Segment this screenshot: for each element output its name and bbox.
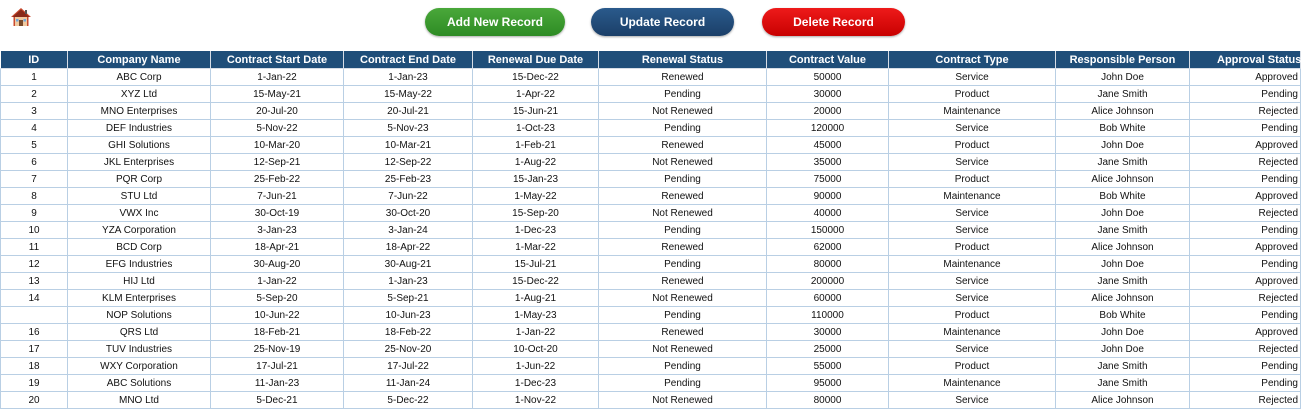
cell-contract-end-date[interactable]: 25-Nov-20 [344, 341, 473, 358]
cell-id[interactable]: 11 [1, 239, 68, 256]
table-row[interactable] [1, 86, 1301, 103]
cell-approval-status[interactable]: Rejected [1190, 392, 1301, 409]
cell-contract-end-date[interactable]: 25-Feb-23 [344, 171, 473, 188]
cell-renewal-due-date[interactable]: 1-Apr-22 [473, 86, 599, 103]
cell-contract-type[interactable]: Maintenance [889, 188, 1056, 205]
cell-id[interactable]: 10 [1, 222, 68, 239]
col-header-responsible-person[interactable]: Responsible Person [1056, 51, 1190, 69]
cell-contract-value[interactable]: 35000 [767, 154, 889, 171]
cell-company-name[interactable]: MNO Ltd [68, 392, 211, 409]
cell-company-name[interactable]: EFG Industries [68, 256, 211, 273]
cell-renewal-status[interactable]: Not Renewed [599, 205, 767, 222]
cell-renewal-status[interactable]: Renewed [599, 69, 767, 86]
cell-responsible-person[interactable]: Jane Smith [1056, 222, 1190, 239]
cell-approval-status[interactable]: Approved [1190, 273, 1301, 290]
cell-renewal-due-date[interactable]: 15-Dec-22 [473, 69, 599, 86]
cell-responsible-person[interactable]: John Doe [1056, 341, 1190, 358]
cell-contract-start-date[interactable]: 12-Sep-21 [211, 154, 344, 171]
home-icon[interactable] [10, 7, 32, 27]
cell-responsible-person[interactable]: Jane Smith [1056, 358, 1190, 375]
cell-contract-start-date[interactable]: 5-Nov-22 [211, 120, 344, 137]
table-row[interactable] [1, 222, 1301, 239]
cell-contract-end-date[interactable]: 17-Jul-22 [344, 358, 473, 375]
cell-responsible-person[interactable]: Jane Smith [1056, 154, 1190, 171]
table-row[interactable] [1, 205, 1301, 222]
cell-contract-end-date[interactable]: 3-Jan-24 [344, 222, 473, 239]
cell-renewal-due-date[interactable]: 15-Jan-23 [473, 171, 599, 188]
add-new-record-button[interactable]: Add New Record [425, 8, 565, 36]
col-header-contract-type[interactable]: Contract Type [889, 51, 1056, 69]
cell-contract-end-date[interactable]: 5-Dec-22 [344, 392, 473, 409]
cell-contract-end-date[interactable]: 1-Jan-23 [344, 69, 473, 86]
cell-responsible-person[interactable]: Jane Smith [1056, 273, 1190, 290]
table-row[interactable] [1, 256, 1301, 273]
col-header-contract-value[interactable]: Contract Value [767, 51, 889, 69]
cell-id[interactable]: 16 [1, 324, 68, 341]
table-row[interactable] [1, 239, 1301, 256]
cell-contract-end-date[interactable]: 12-Sep-22 [344, 154, 473, 171]
cell-contract-type[interactable]: Service [889, 205, 1056, 222]
cell-contract-end-date[interactable]: 7-Jun-22 [344, 188, 473, 205]
cell-approval-status[interactable]: Approved [1190, 69, 1301, 86]
table-row[interactable] [1, 154, 1301, 171]
header-row [1, 51, 1301, 69]
cell-approval-status[interactable]: Pending [1190, 222, 1301, 239]
records-table-container [0, 51, 1301, 412]
col-header-contract-end-date[interactable]: Contract End Date [344, 51, 473, 69]
cell-approval-status[interactable]: Rejected [1190, 205, 1301, 222]
cell-approval-status[interactable]: Pending [1190, 307, 1301, 324]
table-row[interactable] [1, 273, 1301, 290]
cell-contract-value[interactable]: 45000 [767, 137, 889, 154]
cell-contract-value[interactable]: 30000 [767, 324, 889, 341]
cell-renewal-status[interactable]: Pending [599, 120, 767, 137]
cell-company-name[interactable]: GHI Solutions [68, 137, 211, 154]
cell-responsible-person[interactable]: Alice Johnson [1056, 239, 1190, 256]
cell-renewal-status[interactable]: Not Renewed [599, 103, 767, 120]
cell-renewal-status[interactable]: Renewed [599, 273, 767, 290]
cell-renewal-due-date[interactable]: 1-Dec-23 [473, 222, 599, 239]
cell-company-name[interactable]: KLM Enterprises [68, 290, 211, 307]
cell-contract-type[interactable]: Product [889, 137, 1056, 154]
cell-contract-end-date[interactable]: 10-Mar-21 [344, 137, 473, 154]
cell-renewal-status[interactable]: Renewed [599, 137, 767, 154]
cell-contract-value[interactable]: 50000 [767, 69, 889, 86]
table-body [1, 69, 1301, 409]
update-record-button[interactable]: Update Record [591, 8, 734, 36]
cell-renewal-due-date[interactable]: 15-Dec-22 [473, 273, 599, 290]
cell-id[interactable]: 13 [1, 273, 68, 290]
cell-approval-status[interactable]: Pending [1190, 256, 1301, 273]
cell-contract-value[interactable]: 20000 [767, 103, 889, 120]
cell-contract-value[interactable]: 75000 [767, 171, 889, 188]
cell-contract-type[interactable]: Maintenance [889, 256, 1056, 273]
cell-id[interactable]: 17 [1, 341, 68, 358]
cell-contract-start-date[interactable]: 1-Jan-22 [211, 69, 344, 86]
cell-contract-start-date[interactable]: 30-Aug-20 [211, 256, 344, 273]
cell-contract-end-date[interactable]: 5-Nov-23 [344, 120, 473, 137]
cell-approval-status[interactable]: Pending [1190, 375, 1301, 392]
cell-company-name[interactable]: DEF Industries [68, 120, 211, 137]
table-row[interactable] [1, 69, 1301, 86]
cell-contract-end-date[interactable]: 18-Feb-22 [344, 324, 473, 341]
cell-responsible-person[interactable]: John Doe [1056, 256, 1190, 273]
cell-id[interactable]: 18 [1, 358, 68, 375]
table-row[interactable] [1, 307, 1301, 324]
cell-company-name[interactable]: TUV Industries [68, 341, 211, 358]
cell-contract-value[interactable]: 25000 [767, 341, 889, 358]
cell-id[interactable]: 20 [1, 392, 68, 409]
cell-approval-status[interactable]: Pending [1190, 171, 1301, 188]
cell-contract-start-date[interactable]: 3-Jan-23 [211, 222, 344, 239]
cell-contract-value[interactable]: 110000 [767, 307, 889, 324]
cell-contract-end-date[interactable]: 15-May-22 [344, 86, 473, 103]
cell-id[interactable]: 9 [1, 205, 68, 222]
cell-contract-type[interactable]: Service [889, 222, 1056, 239]
cell-renewal-due-date[interactable]: 1-Dec-23 [473, 375, 599, 392]
cell-contract-start-date[interactable]: 5-Dec-21 [211, 392, 344, 409]
cell-responsible-person[interactable]: Bob White [1056, 120, 1190, 137]
cell-contract-type[interactable]: Product [889, 171, 1056, 188]
col-header-approval-status[interactable]: Approval Status [1190, 51, 1301, 69]
records-table [0, 51, 1301, 409]
cell-renewal-due-date[interactable]: 1-Feb-21 [473, 137, 599, 154]
cell-contract-value[interactable]: 30000 [767, 86, 889, 103]
cell-contract-start-date[interactable]: 18-Apr-21 [211, 239, 344, 256]
cell-renewal-due-date[interactable]: 15-Sep-20 [473, 205, 599, 222]
cell-responsible-person[interactable]: Alice Johnson [1056, 103, 1190, 120]
cell-contract-type[interactable]: Product [889, 86, 1056, 103]
table-row[interactable] [1, 324, 1301, 341]
delete-record-button[interactable]: Delete Record [762, 8, 905, 36]
cell-id[interactable]: 2 [1, 86, 68, 103]
cell-renewal-due-date[interactable]: 15-Jul-21 [473, 256, 599, 273]
cell-id[interactable]: 1 [1, 69, 68, 86]
cell-contract-start-date[interactable]: 17-Jul-21 [211, 358, 344, 375]
cell-responsible-person[interactable]: Alice Johnson [1056, 290, 1190, 307]
cell-renewal-status[interactable]: Pending [599, 375, 767, 392]
cell-contract-type[interactable]: Product [889, 239, 1056, 256]
cell-responsible-person[interactable]: John Doe [1056, 324, 1190, 341]
cell-contract-start-date[interactable]: 25-Feb-22 [211, 171, 344, 188]
cell-company-name[interactable]: JKL Enterprises [68, 154, 211, 171]
cell-responsible-person[interactable]: Jane Smith [1056, 375, 1190, 392]
col-header-renewal-due-date[interactable]: Renewal Due Date [473, 51, 599, 69]
cell-responsible-person[interactable]: Bob White [1056, 307, 1190, 324]
cell-approval-status[interactable]: Pending [1190, 86, 1301, 103]
cell-contract-value[interactable]: 55000 [767, 358, 889, 375]
cell-renewal-due-date[interactable]: 10-Oct-20 [473, 341, 599, 358]
cell-contract-value[interactable]: 95000 [767, 375, 889, 392]
cell-contract-start-date[interactable]: 18-Feb-21 [211, 324, 344, 341]
cell-id[interactable] [1, 307, 68, 324]
cell-id[interactable]: 7 [1, 171, 68, 188]
cell-renewal-status[interactable]: Pending [599, 86, 767, 103]
cell-approval-status[interactable]: Approved [1190, 324, 1301, 341]
cell-contract-value[interactable]: 150000 [767, 222, 889, 239]
cell-contract-start-date[interactable]: 1-Jan-22 [211, 273, 344, 290]
cell-contract-start-date[interactable]: 11-Jan-23 [211, 375, 344, 392]
toolbar [0, 0, 1280, 46]
cell-id[interactable]: 14 [1, 290, 68, 307]
cell-responsible-person[interactable]: Alice Johnson [1056, 392, 1190, 409]
cell-contract-value[interactable]: 80000 [767, 392, 889, 409]
table-row[interactable] [1, 375, 1301, 392]
cell-contract-type[interactable]: Product [889, 307, 1056, 324]
cell-contract-type[interactable]: Product [889, 358, 1056, 375]
cell-contract-start-date[interactable]: 5-Sep-20 [211, 290, 344, 307]
cell-renewal-due-date[interactable]: 1-May-22 [473, 188, 599, 205]
cell-contract-end-date[interactable]: 30-Aug-21 [344, 256, 473, 273]
cell-contract-start-date[interactable]: 7-Jun-21 [211, 188, 344, 205]
cell-responsible-person[interactable]: John Doe [1056, 69, 1190, 86]
cell-approval-status[interactable]: Approved [1190, 188, 1301, 205]
cell-contract-end-date[interactable]: 5-Sep-21 [344, 290, 473, 307]
cell-renewal-status[interactable]: Pending [599, 256, 767, 273]
cell-contract-start-date[interactable]: 10-Jun-22 [211, 307, 344, 324]
cell-company-name[interactable]: ABC Corp [68, 69, 211, 86]
cell-company-name[interactable]: WXY Corporation [68, 358, 211, 375]
cell-responsible-person[interactable]: John Doe [1056, 205, 1190, 222]
cell-contract-start-date[interactable]: 15-May-21 [211, 86, 344, 103]
cell-renewal-status[interactable]: Not Renewed [599, 341, 767, 358]
cell-company-name[interactable]: VWX Inc [68, 205, 211, 222]
cell-contract-type[interactable]: Service [889, 341, 1056, 358]
cell-approval-status[interactable]: Approved [1190, 239, 1301, 256]
cell-contract-value[interactable]: 90000 [767, 188, 889, 205]
cell-contract-value[interactable]: 40000 [767, 205, 889, 222]
cell-id[interactable]: 19 [1, 375, 68, 392]
cell-approval-status[interactable]: Pending [1190, 358, 1301, 375]
cell-contract-type[interactable]: Maintenance [889, 324, 1056, 341]
cell-company-name[interactable]: XYZ Ltd [68, 86, 211, 103]
col-header-company-name[interactable]: Company Name [68, 51, 211, 69]
cell-contract-start-date[interactable]: 20-Jul-20 [211, 103, 344, 120]
cell-renewal-due-date[interactable]: 1-Jun-22 [473, 358, 599, 375]
table-row[interactable] [1, 171, 1301, 188]
cell-id[interactable]: 3 [1, 103, 68, 120]
cell-company-name[interactable]: HIJ Ltd [68, 273, 211, 290]
cell-id[interactable]: 12 [1, 256, 68, 273]
cell-contract-start-date[interactable]: 30-Oct-19 [211, 205, 344, 222]
cell-renewal-status[interactable]: Not Renewed [599, 392, 767, 409]
cell-renewal-status[interactable]: Pending [599, 171, 767, 188]
col-header-id[interactable]: ID [1, 51, 68, 69]
table-row[interactable] [1, 358, 1301, 375]
cell-contract-type[interactable]: Service [889, 290, 1056, 307]
cell-responsible-person[interactable]: John Doe [1056, 137, 1190, 154]
table-row[interactable] [1, 188, 1301, 205]
cell-approval-status[interactable]: Rejected [1190, 103, 1301, 120]
cell-contract-value[interactable]: 120000 [767, 120, 889, 137]
cell-contract-type[interactable]: Maintenance [889, 375, 1056, 392]
cell-contract-value[interactable]: 60000 [767, 290, 889, 307]
cell-renewal-status[interactable]: Renewed [599, 324, 767, 341]
table-row[interactable] [1, 341, 1301, 358]
cell-responsible-person[interactable]: Alice Johnson [1056, 171, 1190, 188]
col-header-contract-start-date[interactable]: Contract Start Date [211, 51, 344, 69]
cell-renewal-due-date[interactable]: 1-Oct-23 [473, 120, 599, 137]
cell-renewal-status[interactable]: Renewed [599, 239, 767, 256]
table-row[interactable] [1, 392, 1301, 409]
cell-contract-end-date[interactable]: 20-Jul-21 [344, 103, 473, 120]
cell-contract-value[interactable]: 80000 [767, 256, 889, 273]
cell-company-name[interactable]: NOP Solutions [68, 307, 211, 324]
table-row[interactable] [1, 120, 1301, 137]
cell-contract-value[interactable]: 200000 [767, 273, 889, 290]
table-row[interactable] [1, 290, 1301, 307]
cell-contract-end-date[interactable]: 30-Oct-20 [344, 205, 473, 222]
cell-id[interactable]: 5 [1, 137, 68, 154]
cell-responsible-person[interactable]: Bob White [1056, 188, 1190, 205]
cell-approval-status[interactable]: Approved [1190, 137, 1301, 154]
cell-contract-end-date[interactable]: 1-Jan-23 [344, 273, 473, 290]
cell-company-name[interactable]: MNO Enterprises [68, 103, 211, 120]
cell-company-name[interactable]: PQR Corp [68, 171, 211, 188]
cell-renewal-status[interactable]: Not Renewed [599, 154, 767, 171]
cell-approval-status[interactable]: Rejected [1190, 341, 1301, 358]
cell-company-name[interactable]: QRS Ltd [68, 324, 211, 341]
cell-contract-start-date[interactable]: 10-Mar-20 [211, 137, 344, 154]
cell-contract-type[interactable]: Service [889, 154, 1056, 171]
cell-renewal-status[interactable]: Not Renewed [599, 290, 767, 307]
table-row[interactable] [1, 103, 1301, 120]
cell-contract-start-date[interactable]: 25-Nov-19 [211, 341, 344, 358]
cell-renewal-status[interactable]: Pending [599, 307, 767, 324]
cell-company-name[interactable]: ABC Solutions [68, 375, 211, 392]
cell-renewal-due-date[interactable]: 15-Jun-21 [473, 103, 599, 120]
cell-contract-type[interactable]: Maintenance [889, 103, 1056, 120]
cell-renewal-due-date[interactable]: 1-Mar-22 [473, 239, 599, 256]
cell-contract-type[interactable]: Service [889, 120, 1056, 137]
cell-responsible-person[interactable]: Jane Smith [1056, 86, 1190, 103]
cell-id[interactable]: 8 [1, 188, 68, 205]
cell-contract-end-date[interactable]: 10-Jun-23 [344, 307, 473, 324]
cell-renewal-status[interactable]: Renewed [599, 188, 767, 205]
cell-renewal-due-date[interactable]: 1-May-23 [473, 307, 599, 324]
cell-renewal-due-date[interactable]: 1-Aug-21 [473, 290, 599, 307]
cell-contract-type[interactable]: Service [889, 69, 1056, 86]
cell-company-name[interactable]: STU Ltd [68, 188, 211, 205]
cell-renewal-due-date[interactable]: 1-Jan-22 [473, 324, 599, 341]
cell-renewal-status[interactable]: Pending [599, 222, 767, 239]
cell-contract-end-date[interactable]: 18-Apr-22 [344, 239, 473, 256]
cell-approval-status[interactable]: Rejected [1190, 290, 1301, 307]
cell-contract-type[interactable]: Service [889, 273, 1056, 290]
cell-id[interactable]: 6 [1, 154, 68, 171]
cell-id[interactable]: 4 [1, 120, 68, 137]
cell-company-name[interactable]: BCD Corp [68, 239, 211, 256]
cell-contract-type[interactable]: Service [889, 392, 1056, 409]
cell-contract-end-date[interactable]: 11-Jan-24 [344, 375, 473, 392]
cell-company-name[interactable]: YZA Corporation [68, 222, 211, 239]
col-header-renewal-status[interactable]: Renewal Status [599, 51, 767, 69]
cell-approval-status[interactable]: Pending [1190, 120, 1301, 137]
cell-renewal-due-date[interactable]: 1-Aug-22 [473, 154, 599, 171]
table-row[interactable] [1, 137, 1301, 154]
cell-contract-value[interactable]: 62000 [767, 239, 889, 256]
cell-renewal-due-date[interactable]: 1-Nov-22 [473, 392, 599, 409]
cell-approval-status[interactable]: Rejected [1190, 154, 1301, 171]
cell-renewal-status[interactable]: Pending [599, 358, 767, 375]
